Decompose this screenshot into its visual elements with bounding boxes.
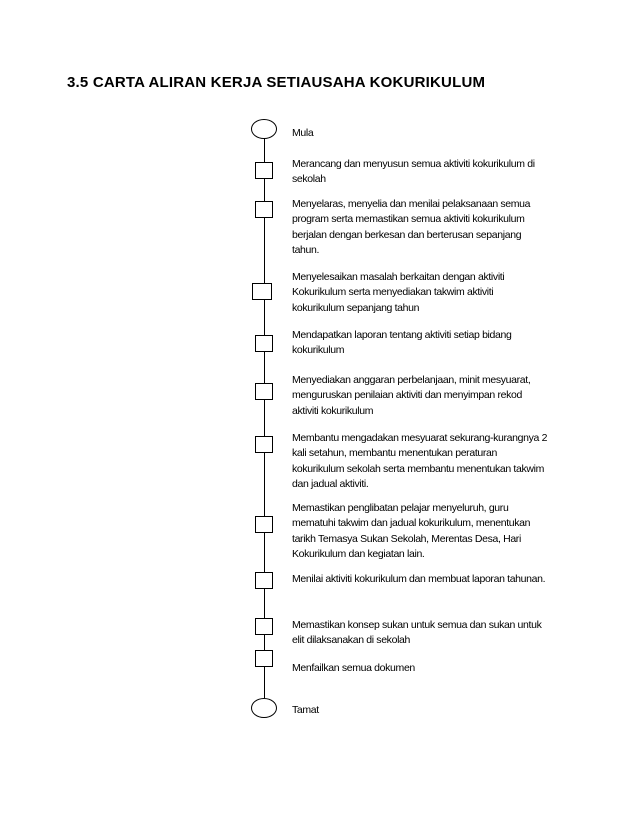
step-text-2: Menyelaras, menyelia dan menilai pelaksanaan semua program serta memastikan semua aktiviti kokurikulum berjalan dengan berkesan dan berterusan sepanjang tahun. — [292, 198, 531, 256]
start-label: Mula — [292, 127, 314, 139]
flow-connector-line — [264, 138, 265, 698]
step-text-10: Menfailkan semua dokumen — [292, 662, 415, 674]
process-box-5 — [255, 383, 273, 400]
process-box-3 — [252, 283, 272, 300]
process-box-7 — [255, 516, 273, 533]
step-text-6: Membantu mengadakan mesyuarat sekurang-kurangnya 2 kali setahun, membantu menentukan peraturan kokurikulum sekolah serta membantu menentukan takwim dan jadual aktiviti. — [292, 432, 548, 490]
step-text-4: Mendapatkan laporan tentang aktiviti setiap bidang kokurikulum — [292, 329, 512, 357]
page-title: 3.5 CARTA ALIRAN KERJA SETIAUSAHA KOKURIKULUM — [67, 74, 486, 91]
process-box-4 — [255, 335, 273, 352]
end-terminator — [251, 698, 277, 718]
process-box-10 — [255, 650, 273, 667]
process-box-1 — [255, 162, 273, 179]
process-box-8 — [255, 572, 273, 589]
step-text-8: Menilai aktiviti kokurikulum dan membuat laporan tahunan. — [292, 573, 546, 585]
end-label: Tamat — [292, 704, 319, 716]
process-box-6 — [255, 436, 273, 453]
step-text-7: Memastikan penglibatan pelajar menyeluruh, guru mematuhi takwim dan jadual kokurikulum, menentukan tarikh Temasya Sukan Sekolah, Merentas Desa, Hari Kokurikulum dan kegiatan lain. — [292, 502, 531, 560]
step-text-1: Merancang dan menyusun semua aktiviti kokurikulum di sekolah — [292, 158, 535, 186]
process-box-2 — [255, 201, 273, 218]
step-text-3: Menyelesaikan masalah berkaitan dengan aktiviti Kokurikulum serta menyediakan takwim aktiviti kokurikulum sepanjang tahun — [292, 271, 505, 314]
process-box-9 — [255, 618, 273, 635]
step-text-9: Memastikan konsep sukan untuk semua dan sukan untuk elit dilaksanakan di sekolah — [292, 619, 542, 647]
step-text-5: Menyediakan anggaran perbelanjaan, minit mesyuarat, menguruskan penilaian aktiviti dan menyimpan rekod aktiviti kokurikulum — [292, 374, 531, 417]
start-terminator — [251, 119, 277, 139]
